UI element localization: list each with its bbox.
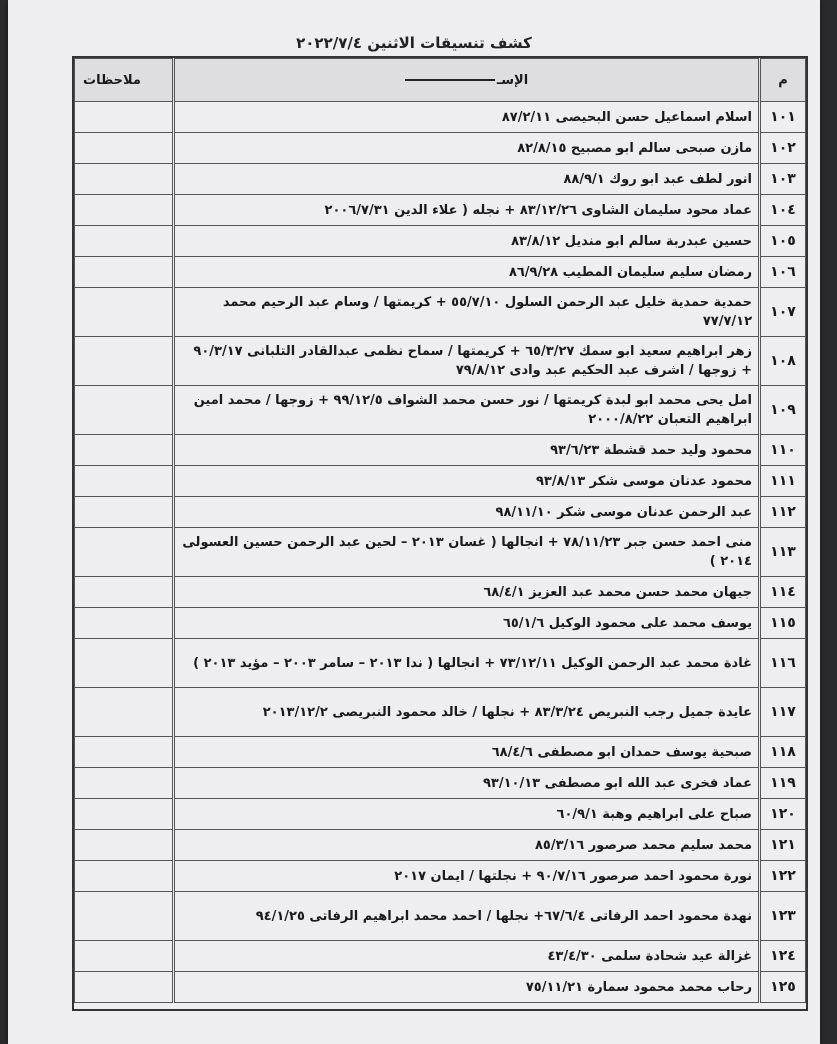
table-row xyxy=(75,577,806,608)
row-notes xyxy=(75,466,174,497)
header-name xyxy=(174,59,760,102)
row-name: نهدة محمود احمد الرفاتى ٦٧/٦/٤+ نجلها / احمد محمد ابراهيم الرفاتى ٩٤/١/٢٥ xyxy=(174,892,760,941)
row-number: ١١٠ xyxy=(760,435,806,466)
table-row xyxy=(75,257,806,288)
header-name-underline xyxy=(405,79,495,81)
row-notes xyxy=(75,133,174,164)
row-notes xyxy=(75,768,174,799)
row-notes xyxy=(75,435,174,466)
row-name: عبد الرحمن عدنان موسى شكر ٩٨/١١/١٠ xyxy=(174,497,760,528)
table-row xyxy=(75,466,806,497)
table-row xyxy=(75,799,806,830)
row-name: حسين عبدربة سالم ابو منديل ٨٣/٨/١٢ xyxy=(174,226,760,257)
table-row xyxy=(75,892,806,941)
table-row xyxy=(75,288,806,337)
page-title: كشف تنسيقات الاثنين ٢٠٢٢/٧/٤ xyxy=(296,34,532,52)
table-row xyxy=(75,737,806,768)
row-number: ١٠٧ xyxy=(760,288,806,337)
row-number: ١١٤ xyxy=(760,577,806,608)
row-name: انور لطف عبد ابو روك ٨٨/٩/١ xyxy=(174,164,760,195)
table-row xyxy=(75,768,806,799)
row-notes xyxy=(75,164,174,195)
row-number: ١٢٥ xyxy=(760,972,806,1003)
table-row xyxy=(75,435,806,466)
table-row xyxy=(75,164,806,195)
row-name: غزالة عيد شحادة سلمى ٤٣/٤/٣٠ xyxy=(174,941,760,972)
row-name: حمدية حمدية خليل عبد الرحمن السلول ٥٥/٧/١٠ + كريمتها / وسام عبد الرحيم محمد ٧٧/٧/١٢ xyxy=(174,288,760,337)
header-number: م xyxy=(760,59,806,102)
row-number: ١٠٦ xyxy=(760,257,806,288)
table-row xyxy=(75,972,806,1003)
row-number: ١٠١ xyxy=(760,102,806,133)
row-name: محمد سليم محمد صرصور ٨٥/٣/١٦ xyxy=(174,830,760,861)
table-row xyxy=(75,133,806,164)
row-notes xyxy=(75,386,174,435)
row-number: ١١٧ xyxy=(760,688,806,737)
document-sheet xyxy=(8,0,820,1044)
table-row xyxy=(75,861,806,892)
row-notes xyxy=(75,799,174,830)
row-number: ١٠٥ xyxy=(760,226,806,257)
row-name: منى احمد حسن جبر ٧٨/١١/٢٣ + انجالها ( غسان ٢٠١٣ – لحين عبد الرحمن حسين العسولى ٢٠١٤ ) xyxy=(174,528,760,577)
header-name-label: الإسـ xyxy=(496,72,529,88)
row-name: زهر ابراهيم سعيد ابو سمك ٦٥/٣/٢٧ + كريمتها / سماح نظمى عبدالقادر التلبانى ٩٠/٣/١٧ + زوجها / اشرف عبد الحكيم عبد وادى ٧٩/٨/١٢ xyxy=(174,337,760,386)
row-notes xyxy=(75,688,174,737)
table-header-row xyxy=(75,59,806,102)
row-name: رحاب محمد محمود سمارة ٧٥/١١/٢١ xyxy=(174,972,760,1003)
row-notes xyxy=(75,577,174,608)
row-number: ١١١ xyxy=(760,466,806,497)
row-name: صبحية يوسف حمدان ابو مصطفى ٦٨/٤/٦ xyxy=(174,737,760,768)
row-notes xyxy=(75,972,174,1003)
row-notes xyxy=(75,861,174,892)
row-name: عايدة جميل رجب النبريص ٨٣/٣/٢٤ + نجلها / خالد محمود النبريصى ٢٠١٣/١٢/٢ xyxy=(174,688,760,737)
row-notes xyxy=(75,337,174,386)
table-row xyxy=(75,337,806,386)
row-name: صباح على ابراهيم وهبة ٦٠/٩/١ xyxy=(174,799,760,830)
row-notes xyxy=(75,737,174,768)
row-notes xyxy=(75,608,174,639)
row-number: ١٢٤ xyxy=(760,941,806,972)
row-notes xyxy=(75,102,174,133)
row-number: ١١٥ xyxy=(760,608,806,639)
row-name: محمود عدنان موسى شكر ٩٣/٨/١٣ xyxy=(174,466,760,497)
row-name: اسلام اسماعيل حسن البحيصى ٨٧/٢/١١ xyxy=(174,102,760,133)
table-row xyxy=(75,639,806,688)
row-number: ١١٦ xyxy=(760,639,806,688)
row-name: جيهان محمد حسن محمد عبد العزيز ٦٨/٤/١ xyxy=(174,577,760,608)
row-number: ١١٩ xyxy=(760,768,806,799)
names-table xyxy=(74,58,806,1003)
names-table-frame xyxy=(72,56,808,1011)
row-notes xyxy=(75,941,174,972)
row-notes xyxy=(75,257,174,288)
table-row xyxy=(75,528,806,577)
table-row xyxy=(75,102,806,133)
row-number: ١٢١ xyxy=(760,830,806,861)
row-notes xyxy=(75,830,174,861)
table-row xyxy=(75,226,806,257)
row-number: ١٢٢ xyxy=(760,861,806,892)
row-notes xyxy=(75,892,174,941)
row-notes xyxy=(75,639,174,688)
header-notes: ملاحظات xyxy=(75,59,174,102)
row-number: ١١٣ xyxy=(760,528,806,577)
row-number: ١٠٨ xyxy=(760,337,806,386)
table-row xyxy=(75,830,806,861)
row-name: غادة محمد عبد الرحمن الوكيل ٧٣/١٢/١١ + انجالها ( ندا ٢٠١٣ – سامر ٢٠٠٣ – مؤيد ٢٠١٣ ) xyxy=(174,639,760,688)
table-row xyxy=(75,688,806,737)
row-name: محمود وليد حمد قشطة ٩٣/٦/٢٣ xyxy=(174,435,760,466)
row-number: ١٠٩ xyxy=(760,386,806,435)
row-name: عماد محود سليمان الشاوى ٨٣/١٢/٢٦ + نجله ( علاء الدين ٢٠٠٦/٧/٣١ xyxy=(174,195,760,226)
table-row xyxy=(75,195,806,226)
row-number: ١١٨ xyxy=(760,737,806,768)
table-body xyxy=(75,102,806,1003)
row-notes xyxy=(75,226,174,257)
row-number: ١٠٤ xyxy=(760,195,806,226)
row-notes xyxy=(75,195,174,226)
row-notes xyxy=(75,528,174,577)
row-name: رمضان سليم سليمان المطيب ٨٦/٩/٢٨ xyxy=(174,257,760,288)
table-row xyxy=(75,608,806,639)
table-row xyxy=(75,386,806,435)
row-number: ١٠٢ xyxy=(760,133,806,164)
table-row xyxy=(75,941,806,972)
row-notes xyxy=(75,288,174,337)
row-name: امل يحى محمد ابو لبدة كريمتها / نور حسن محمد الشواف ٩٩/١٢/٥ + زوجها / محمد امين ابراهيم التعبان ٢٠٠٠/٨/٢٢ xyxy=(174,386,760,435)
table-row xyxy=(75,497,806,528)
row-number: ١٢٣ xyxy=(760,892,806,941)
row-number: ١١٢ xyxy=(760,497,806,528)
row-name: يوسف محمد على محمود الوكيل ٦٥/١/٦ xyxy=(174,608,760,639)
row-number: ١٢٠ xyxy=(760,799,806,830)
row-number: ١٠٣ xyxy=(760,164,806,195)
row-name: مازن صبحى سالم ابو مصبيح ٨٢/٨/١٥ xyxy=(174,133,760,164)
row-name: نورة محمود احمد صرصور ٩٠/٧/١٦ + نجلتها / ايمان ٢٠١٧ xyxy=(174,861,760,892)
row-notes xyxy=(75,497,174,528)
row-name: عماد فخرى عبد الله ابو مصطفى ٩٣/١٠/١٣ xyxy=(174,768,760,799)
